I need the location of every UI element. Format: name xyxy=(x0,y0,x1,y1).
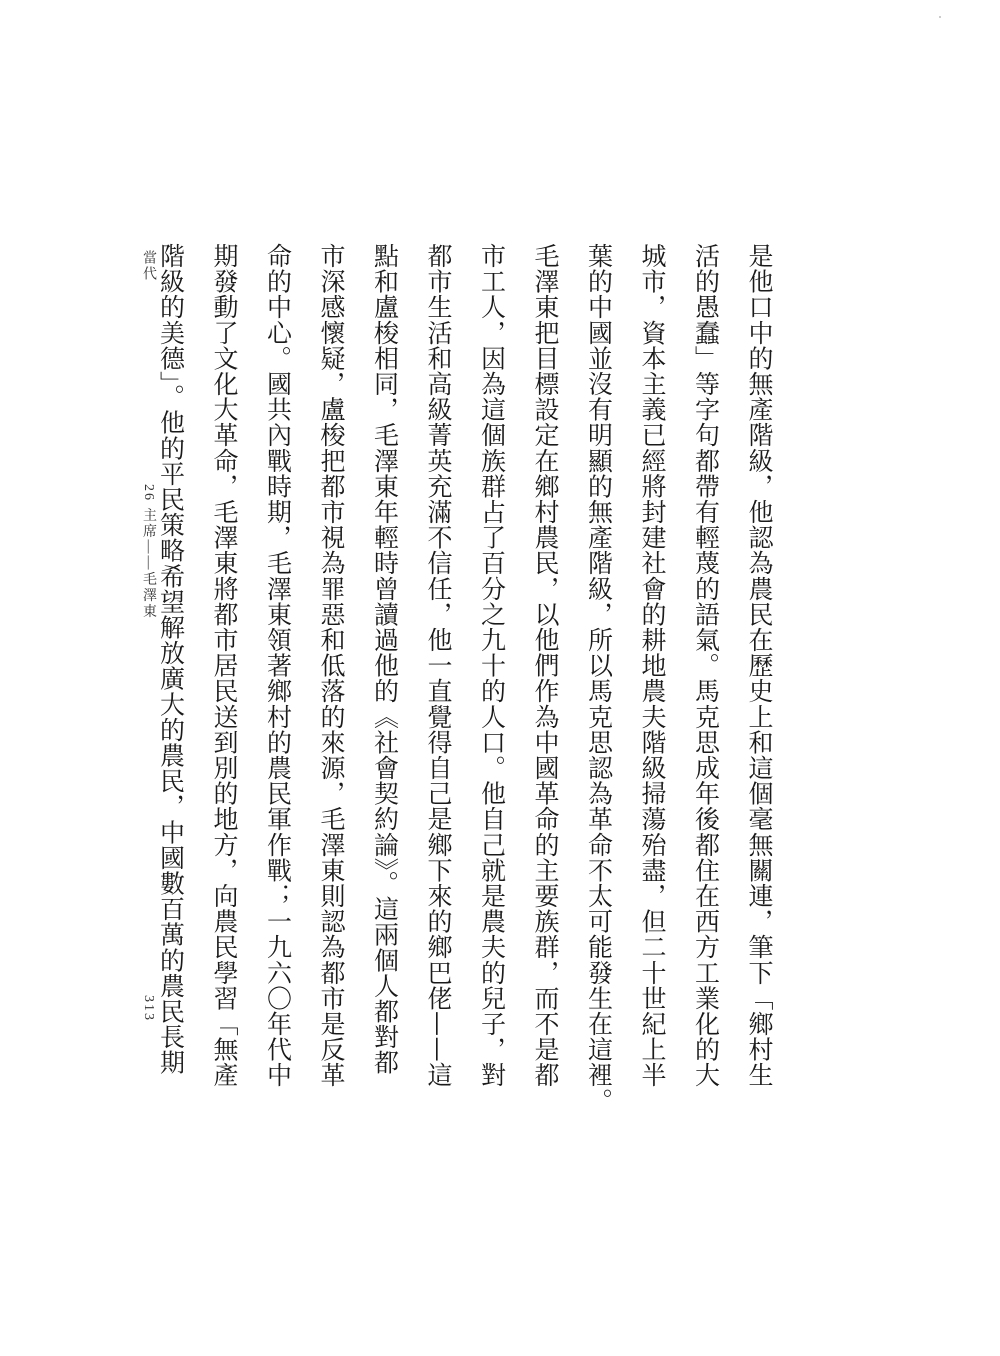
text-line: 期發動了文化大革命，毛澤東將都市居民送到別的地方，向農民學習「無產 xyxy=(210,243,239,1088)
text-line: 葉的中國並沒有明顯的無產階級，所以馬克思認為革命不太可能發生在這裡。 xyxy=(584,243,614,1114)
text-line: 活的愚蠢」等字句都帶有輕蔑的語氣。馬克思成年後都住在西方工業化的大 xyxy=(691,243,721,1088)
body-text xyxy=(156,243,786,1114)
corner-dot xyxy=(939,16,941,18)
text-line: 城市，資本主義已經將封建社會的耕地農夫階級掃蕩殆盡，但二十世紀上半 xyxy=(638,243,667,1088)
text-line: 市工人，因為這個族群占了百分之九十的人口。他自己就是農夫的兒子，對 xyxy=(477,243,507,1088)
chapter-title: 26 主席——毛澤東 xyxy=(141,484,156,620)
text-line: 市深感懷疑，盧梭把都市視為罪惡和低落的來源，毛澤東則認為都市是反革 xyxy=(317,243,346,1088)
text-line: 都市生活和高級菁英充滿不信任，他一直覺得自己是鄉下來的鄉巴佬——這 xyxy=(424,243,453,1088)
text-line: 命的中心。國共內戰時期，毛澤東領著鄉村的農民軍作戰；一九六〇年代中 xyxy=(263,243,293,1088)
section-label: 當代 xyxy=(141,250,156,282)
page-number: 313 xyxy=(141,995,156,1022)
text-line: 是他口中的無產階級，他認為農民在歷史上和這個毫無關連，筆下「鄉村生 xyxy=(745,243,774,1088)
text-line: 階級的美德」。他的平民策略希望解放廣大的農民，中國數百萬的農民長期 xyxy=(156,243,186,1076)
text-line: 毛澤東把目標設定在鄉村農民，以他們作為中國革命的主要族群，而不是都 xyxy=(531,243,560,1088)
text-line: 點和盧梭相同，毛澤東年輕時曾讀過他的《社會契約論》。這兩個人都對都 xyxy=(370,243,400,1076)
